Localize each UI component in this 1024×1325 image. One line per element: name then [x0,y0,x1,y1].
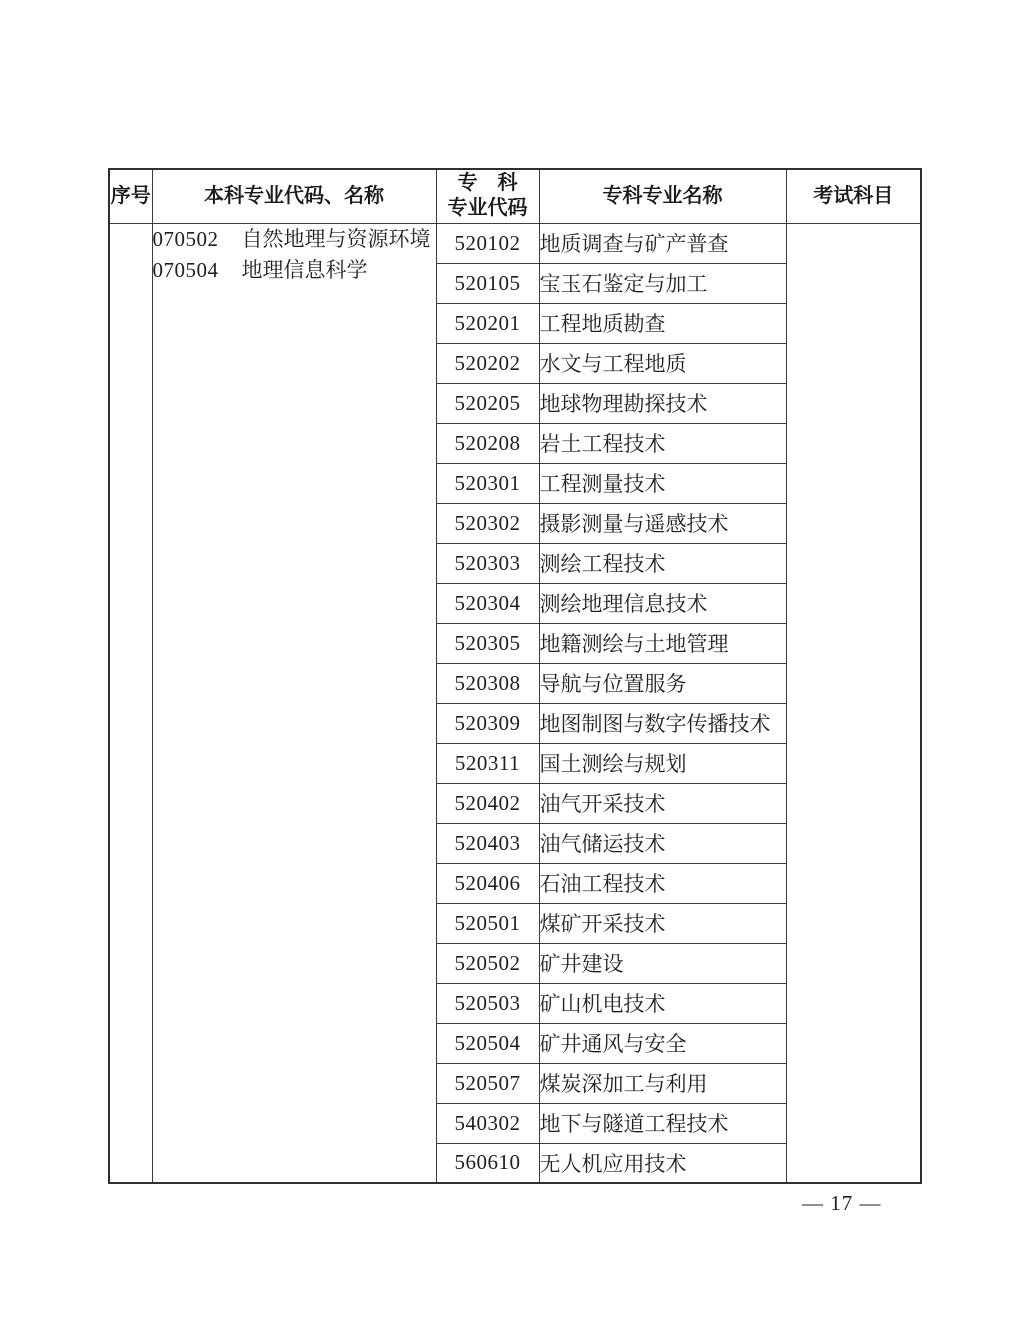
header-college-major-name: 专科专业名称 [539,169,786,223]
college-major-code: 520202 [436,343,539,383]
undergrad-major-code: 070502 [152,226,219,251]
college-major-name: 工程测量技术 [539,463,786,503]
college-major-code: 520102 [436,223,539,263]
undergrad-major-name: 自然地理与资源环境 [241,226,431,251]
college-major-code: 520503 [436,983,539,1023]
college-major-name: 煤矿开采技术 [539,903,786,943]
header-college-code-line2: 专业代码 [447,197,528,220]
college-major-name: 矿井通风与安全 [539,1023,786,1063]
table-header-row [109,169,921,223]
college-major-code: 520205 [436,383,539,423]
college-major-code: 520309 [436,703,539,743]
college-major-code: 520501 [436,903,539,943]
college-major-name: 无人机应用技术 [539,1143,786,1183]
college-major-code: 520305 [436,623,539,663]
college-major-name: 地球物理勘探技术 [539,383,786,423]
college-major-name: 地籍测绘与土地管理 [539,623,786,663]
college-major-code: 520208 [436,423,539,463]
college-major-name: 油气开采技术 [539,783,786,823]
college-major-name: 矿井建设 [539,943,786,983]
college-major-code: 520304 [436,583,539,623]
college-major-name: 导航与位置服务 [539,663,786,703]
header-undergrad-code-name: 本科专业代码、名称 [152,169,436,223]
page-number: — 17 — [802,1191,882,1215]
college-major-code: 520301 [436,463,539,503]
college-major-name: 宝玉石鉴定与加工 [539,263,786,303]
college-major-code: 540302 [436,1103,539,1143]
table-body [109,223,921,1183]
college-major-code: 520504 [436,1023,539,1063]
college-major-code: 520402 [436,783,539,823]
college-major-code: 520302 [436,503,539,543]
exam-subjects-cell [786,223,921,1183]
college-major-code: 520308 [436,663,539,703]
college-major-name: 煤炭深加工与利用 [539,1063,786,1103]
college-major-name: 工程地质勘查 [539,303,786,343]
college-major-code: 520507 [436,1063,539,1103]
college-major-name: 摄影测量与遥感技术 [539,503,786,543]
college-major-name: 测绘地理信息技术 [539,583,786,623]
college-major-name: 石油工程技术 [539,863,786,903]
college-major-name: 地下与隧道工程技术 [539,1103,786,1143]
college-major-name: 地图制图与数字传播技术 [539,703,786,743]
undergrad-major-code: 070504 [152,257,219,282]
undergrad-majors-cell [152,223,436,1183]
undergrad-major-name: 地理信息科学 [241,257,368,282]
header-exam-subjects: 考试科目 [786,169,921,223]
college-major-name: 水文与工程地质 [539,343,786,383]
header-college-code-line1: 专 科 [457,172,518,195]
college-major-code: 520502 [436,943,539,983]
college-major-name: 测绘工程技术 [539,543,786,583]
undergrad-major-line [153,255,436,286]
college-major-code: 520311 [436,743,539,783]
college-major-name: 地质调查与矿产普查 [539,223,786,263]
college-major-code: 520303 [436,543,539,583]
college-major-name: 油气储运技术 [539,823,786,863]
header-college-code [436,169,539,223]
college-major-code: 520406 [436,863,539,903]
major-correspondence-table [108,168,922,1184]
college-major-code: 520403 [436,823,539,863]
college-major-code: 520105 [436,263,539,303]
college-major-name: 岩土工程技术 [539,423,786,463]
table-row [109,223,921,263]
college-major-code: 520201 [436,303,539,343]
serial-number-cell [109,223,152,1183]
college-major-name: 国土测绘与规划 [539,743,786,783]
undergrad-major-line [153,224,436,255]
college-major-code: 560610 [436,1143,539,1183]
header-serial-number: 序号 [109,169,152,223]
college-major-name: 矿山机电技术 [539,983,786,1023]
